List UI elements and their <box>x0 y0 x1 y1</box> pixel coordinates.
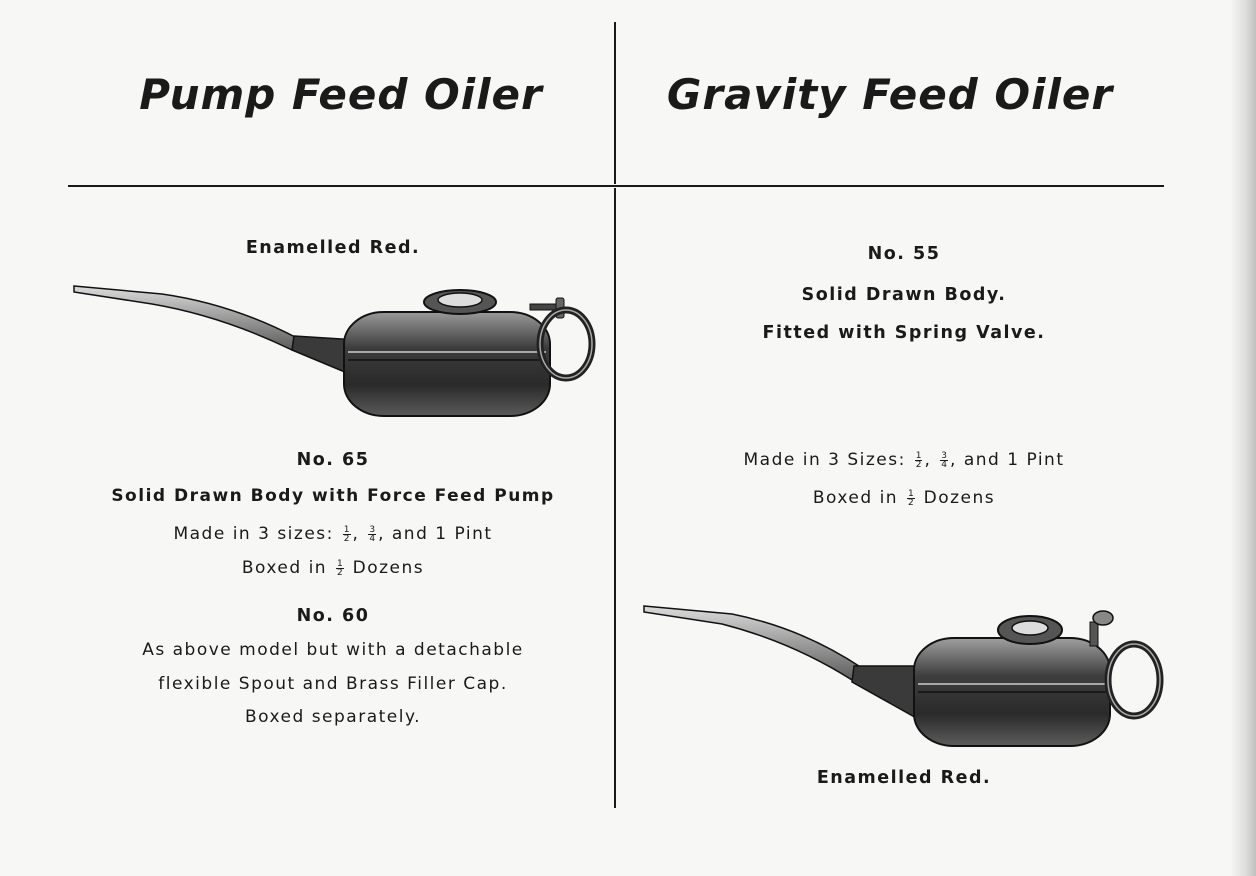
no-55-label: No. 55 <box>867 244 941 264</box>
no-60-line-3: Boxed separately. <box>244 707 422 727</box>
no-65-body-text: Solid Drawn Body with Force Feed Pump <box>111 486 555 506</box>
no-60-label: No. 60 <box>296 606 370 626</box>
fraction-half: $\frac{1}{2}$ <box>915 450 922 470</box>
no-65-label: No. 65 <box>296 450 370 470</box>
left-finish-label: Enamelled Red. <box>245 238 421 258</box>
page-edge-shadow <box>1230 0 1256 876</box>
fraction-half: $\frac{1}{2}$ <box>907 488 914 508</box>
right-sizes-line: Made in 3 Sizes: $\frac{1}{2}$ , $\frac{3}{4}$ , and 1 Pint <box>743 450 1065 470</box>
no-60-line-1: As above model but with a detachable <box>142 640 524 660</box>
right-boxed-line <box>650 488 1158 508</box>
left-boxed-line <box>80 558 586 578</box>
column-divider-bottom <box>614 188 616 808</box>
no-55-body-text: Solid Drawn Body. <box>801 285 1007 305</box>
pump-feed-oiler-title: Pump Feed Oiler <box>139 70 543 119</box>
no-60-line-2: flexible Spout and Brass Filler Cap. <box>158 674 508 694</box>
fraction-three-quarters: $\frac{3}{4}$ <box>941 450 948 470</box>
left-boxed-suffix: Dozens <box>352 558 425 578</box>
left-boxed-prefix: Boxed in <box>241 558 328 578</box>
pump-feed-oiler-illustration <box>72 282 602 422</box>
right-sizes-suffix: and 1 Pint <box>963 450 1065 470</box>
left-sizes-prefix: Made in 3 sizes: <box>173 524 334 544</box>
left-sizes-suffix: and 1 Pint <box>391 524 493 544</box>
fraction-half: $\frac{1}{2}$ <box>343 524 350 544</box>
left-sizes-line: Made in 3 sizes: $\frac{1}{2}$ , $\frac{3}{4}$ , and 1 Pint <box>173 524 493 544</box>
fraction-half: $\frac{1}{2}$ <box>336 558 343 578</box>
gravity-feed-oiler-title: Gravity Feed Oiler <box>666 70 1114 119</box>
right-sizes-prefix: Made in 3 Sizes: <box>743 450 906 470</box>
right-boxed-suffix: Dozens <box>923 488 996 508</box>
header-rule <box>68 185 1164 187</box>
gravity-feed-oiler-illustration <box>642 604 1172 754</box>
right-finish-label: Enamelled Red. <box>816 768 992 788</box>
no-55-valve-text: Fitted with Spring Valve. <box>762 323 1046 343</box>
fraction-three-quarters: $\frac{3}{4}$ <box>369 524 376 544</box>
right-boxed-prefix: Boxed in <box>812 488 899 508</box>
